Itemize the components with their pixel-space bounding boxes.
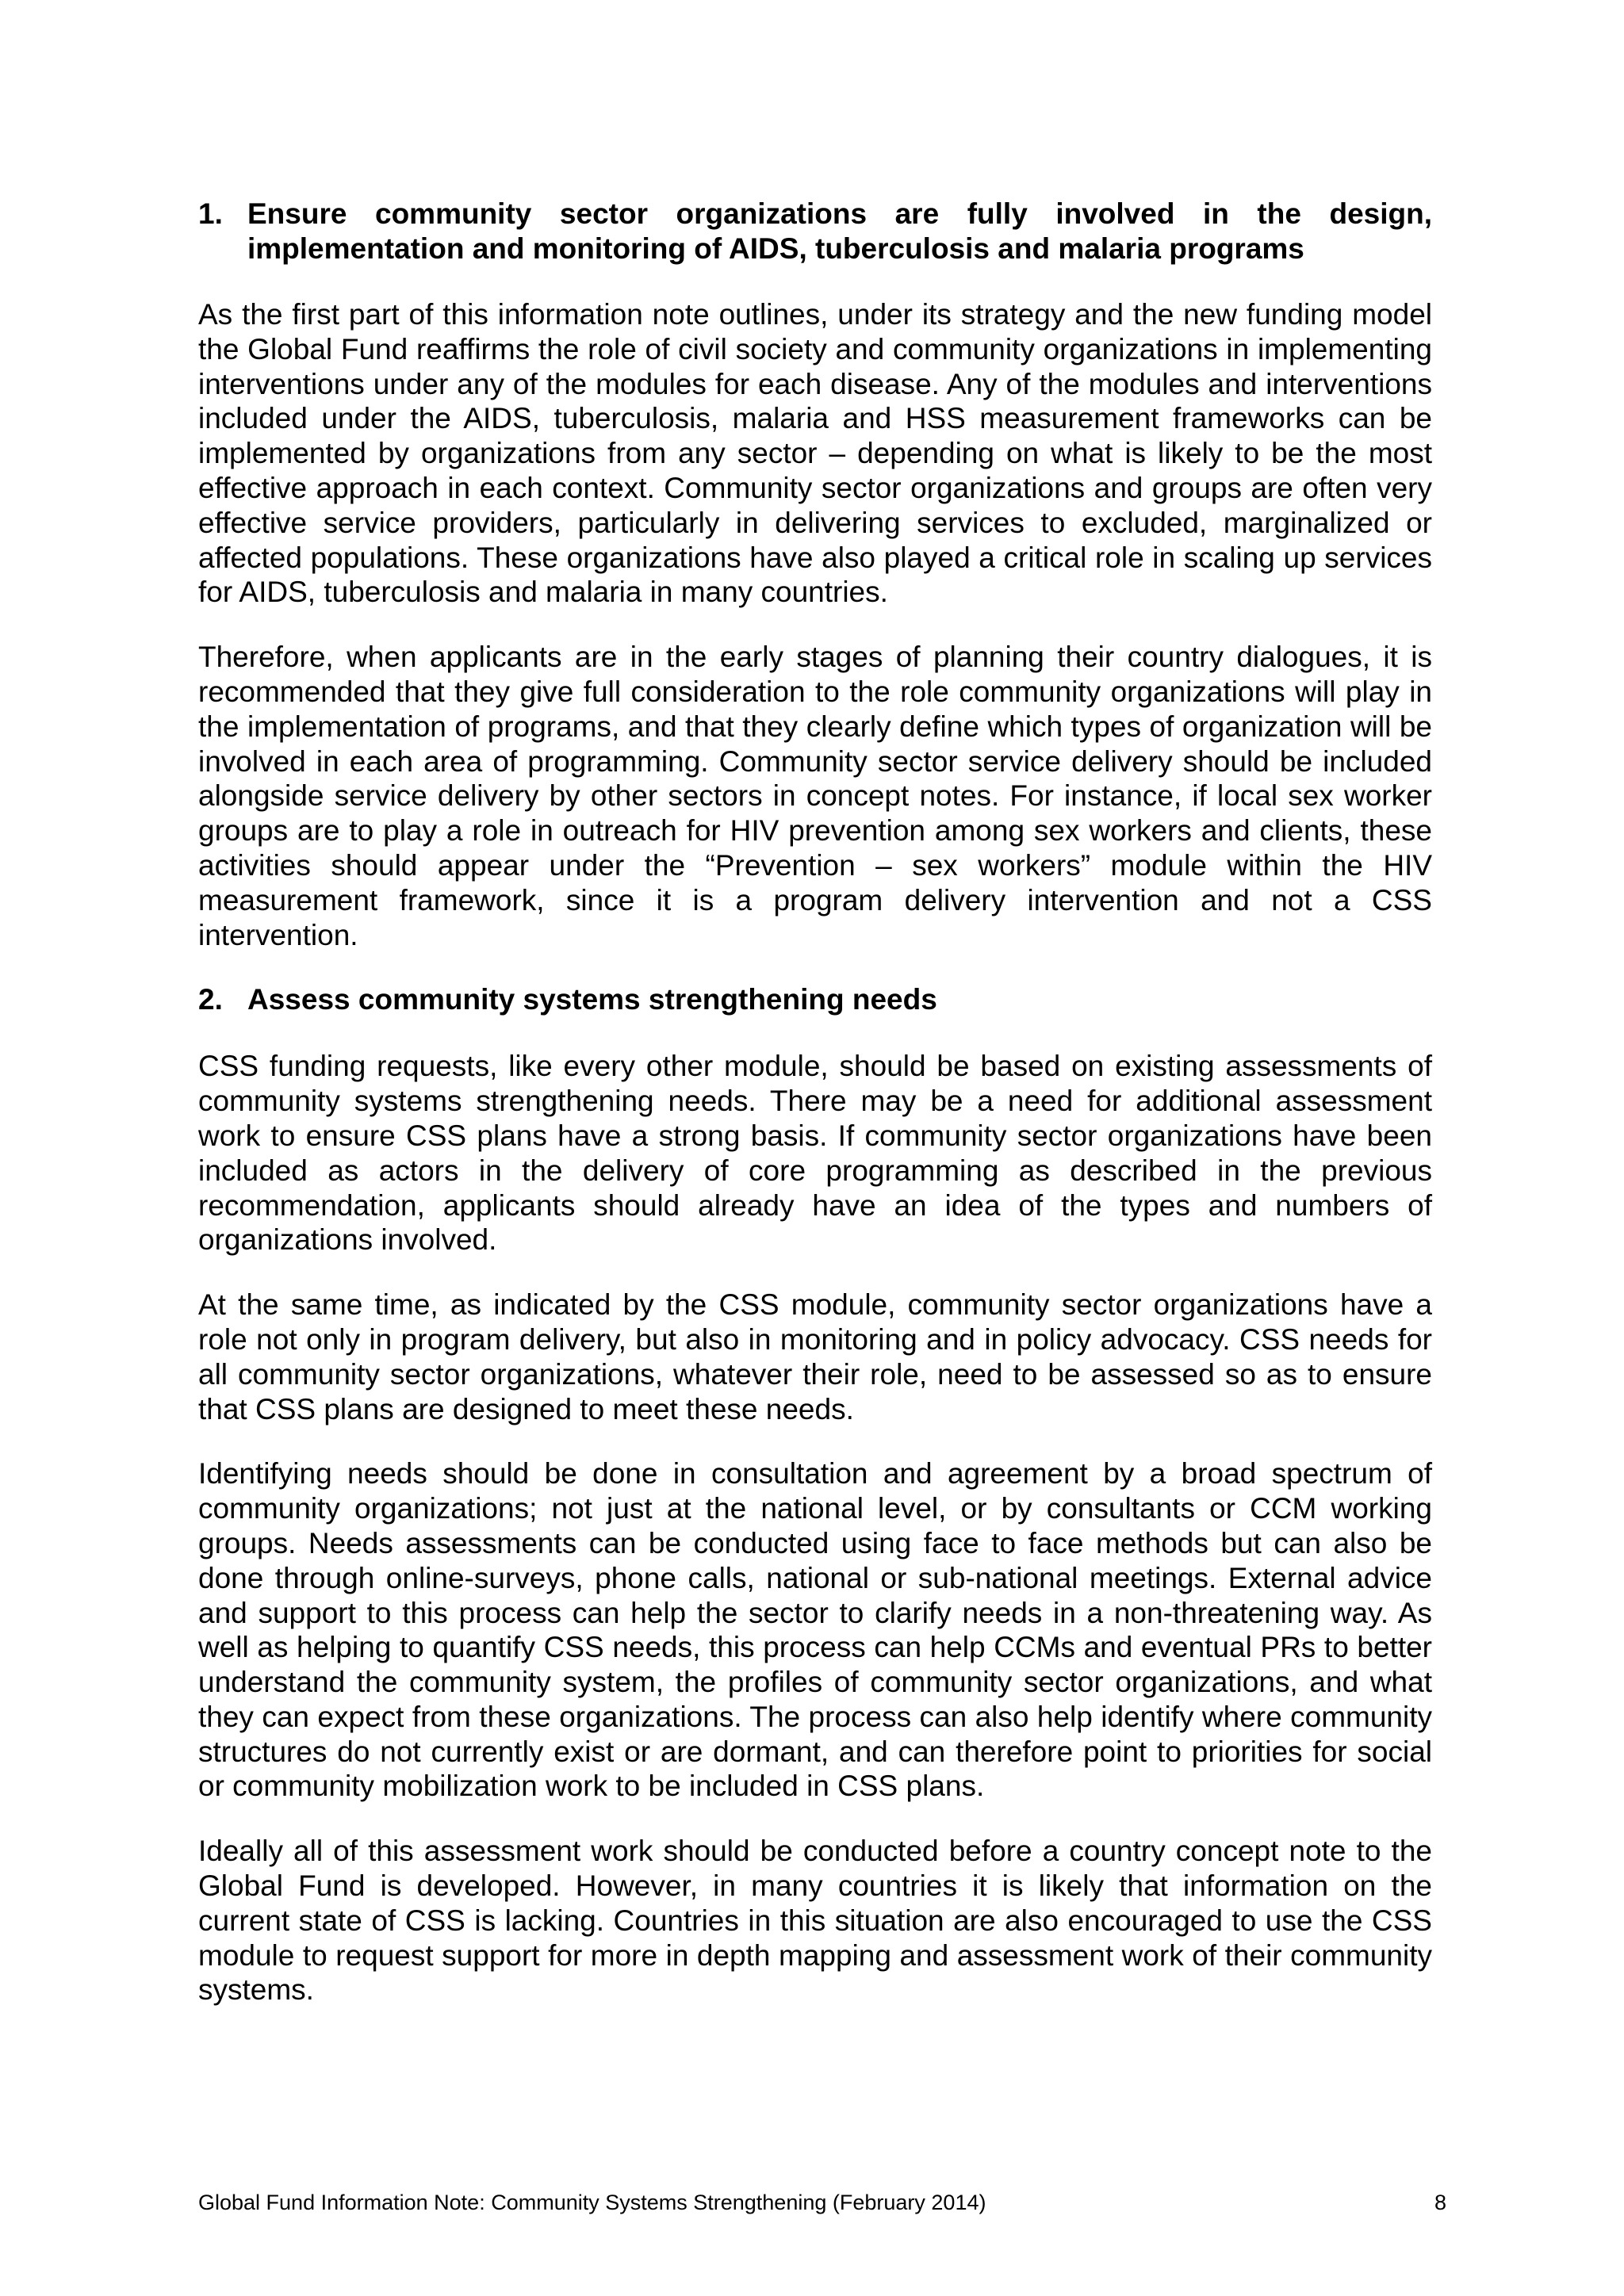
paragraph: Identifying needs should be done in consultation and agreement by a broad spectrum of community organizations; not just at the national level, or by consultants or CCM working groups. Needs assessments can be conducted using face to face methods but can also be done through online-surveys, phone calls, national or sub-national meetings. External advice and support to this process can help the sector to clarify needs in a non-threatening way. As well as helping to quantify CSS needs, this process can help CCMs and eventual PRs to better understand the community system, the profiles of community sector organizations, and what they can expect from these organizations. The process can also help identify where community structures do not currently exist or are dormant, and can therefore point to priorities for social or community mobilization work to be included in CSS plans.	[198, 1457, 1432, 1803]
paragraph: At the same time, as indicated by the CSS module, community sector organizations have a role not only in program delivery, but also in monitoring and in policy advocacy. CSS needs for all community sector organizations, whatever their role, need to be assessed so as to ensure that CSS plans are designed to meet these needs.	[198, 1288, 1432, 1425]
section-heading-number: 2.	[198, 983, 223, 1016]
section-heading-text: Ensure community sector organizations are fully involved in the design, implementation and monitoring of AIDS, tuberculosis and malaria programs	[247, 197, 1432, 265]
footer-title: Global Fund Information Note: Community Systems Strengthening (February 2014)	[198, 2191, 986, 2214]
paragraph: CSS funding requests, like every other module, should be based on existing assessments of community systems strengthening needs. There may be a need for additional assessment work to ensure CSS plans have a strong basis. If community sector organizations have been included as actors in the delivery of core programming as described in the previous recommendation, applicants should already have an idea of the types and numbers of organizations involved.	[198, 1050, 1432, 1257]
paragraph: Ideally all of this assessment work should be conducted before a country concept note to the Global Fund is developed. However, in many countries it is likely that information on the current state of CSS is lacking. Countries in this situation are also encouraged to use the CSS module to request support for more in depth mapping and assessment work of their community systems.	[198, 1835, 1432, 2007]
section-heading-1	[198, 197, 1432, 266]
page-number: 8	[1434, 2191, 1446, 2214]
paragraph: Therefore, when applicants are in the early stages of planning their country dialogues, it is recommended that they give full consideration to the role community organizations will play in the implementation of programs, and that they clearly define which types of organization will be involved in each area of programming. Community sector service delivery should be included alongside service delivery by other sectors in concept notes. For instance, if local sex worker groups are to play a role in outreach for HIV prevention among sex workers and clients, these activities should appear under the “Prevention – sex workers” module within the HIV measurement framework, since it is a program delivery intervention and not a CSS intervention.	[198, 641, 1432, 951]
paragraph: As the first part of this information note outlines, under its strategy and the new funding model the Global Fund reaffirms the role of civil society and community organizations in implementing interventions under any of the modules for each disease. Any of the modules and interventions included under the AIDS, tuberculosis, malaria and HSS measurement frameworks can be implemented by organizations from any sector – depending on what is likely to be the most effective approach in each context. Community sector organizations and groups are often very effective service providers, particularly in delivering services to excluded, marginalized or affected populations. These organizations have also played a critical role in scaling up services for AIDS, tuberculosis and malaria in many countries.	[198, 298, 1432, 609]
document-body	[198, 197, 1432, 2007]
page-footer	[198, 2190, 1446, 2215]
section-heading-2	[198, 982, 1432, 1017]
section-heading-number: 1.	[198, 197, 223, 230]
section-heading-text: Assess community systems strengthening needs	[247, 983, 937, 1016]
